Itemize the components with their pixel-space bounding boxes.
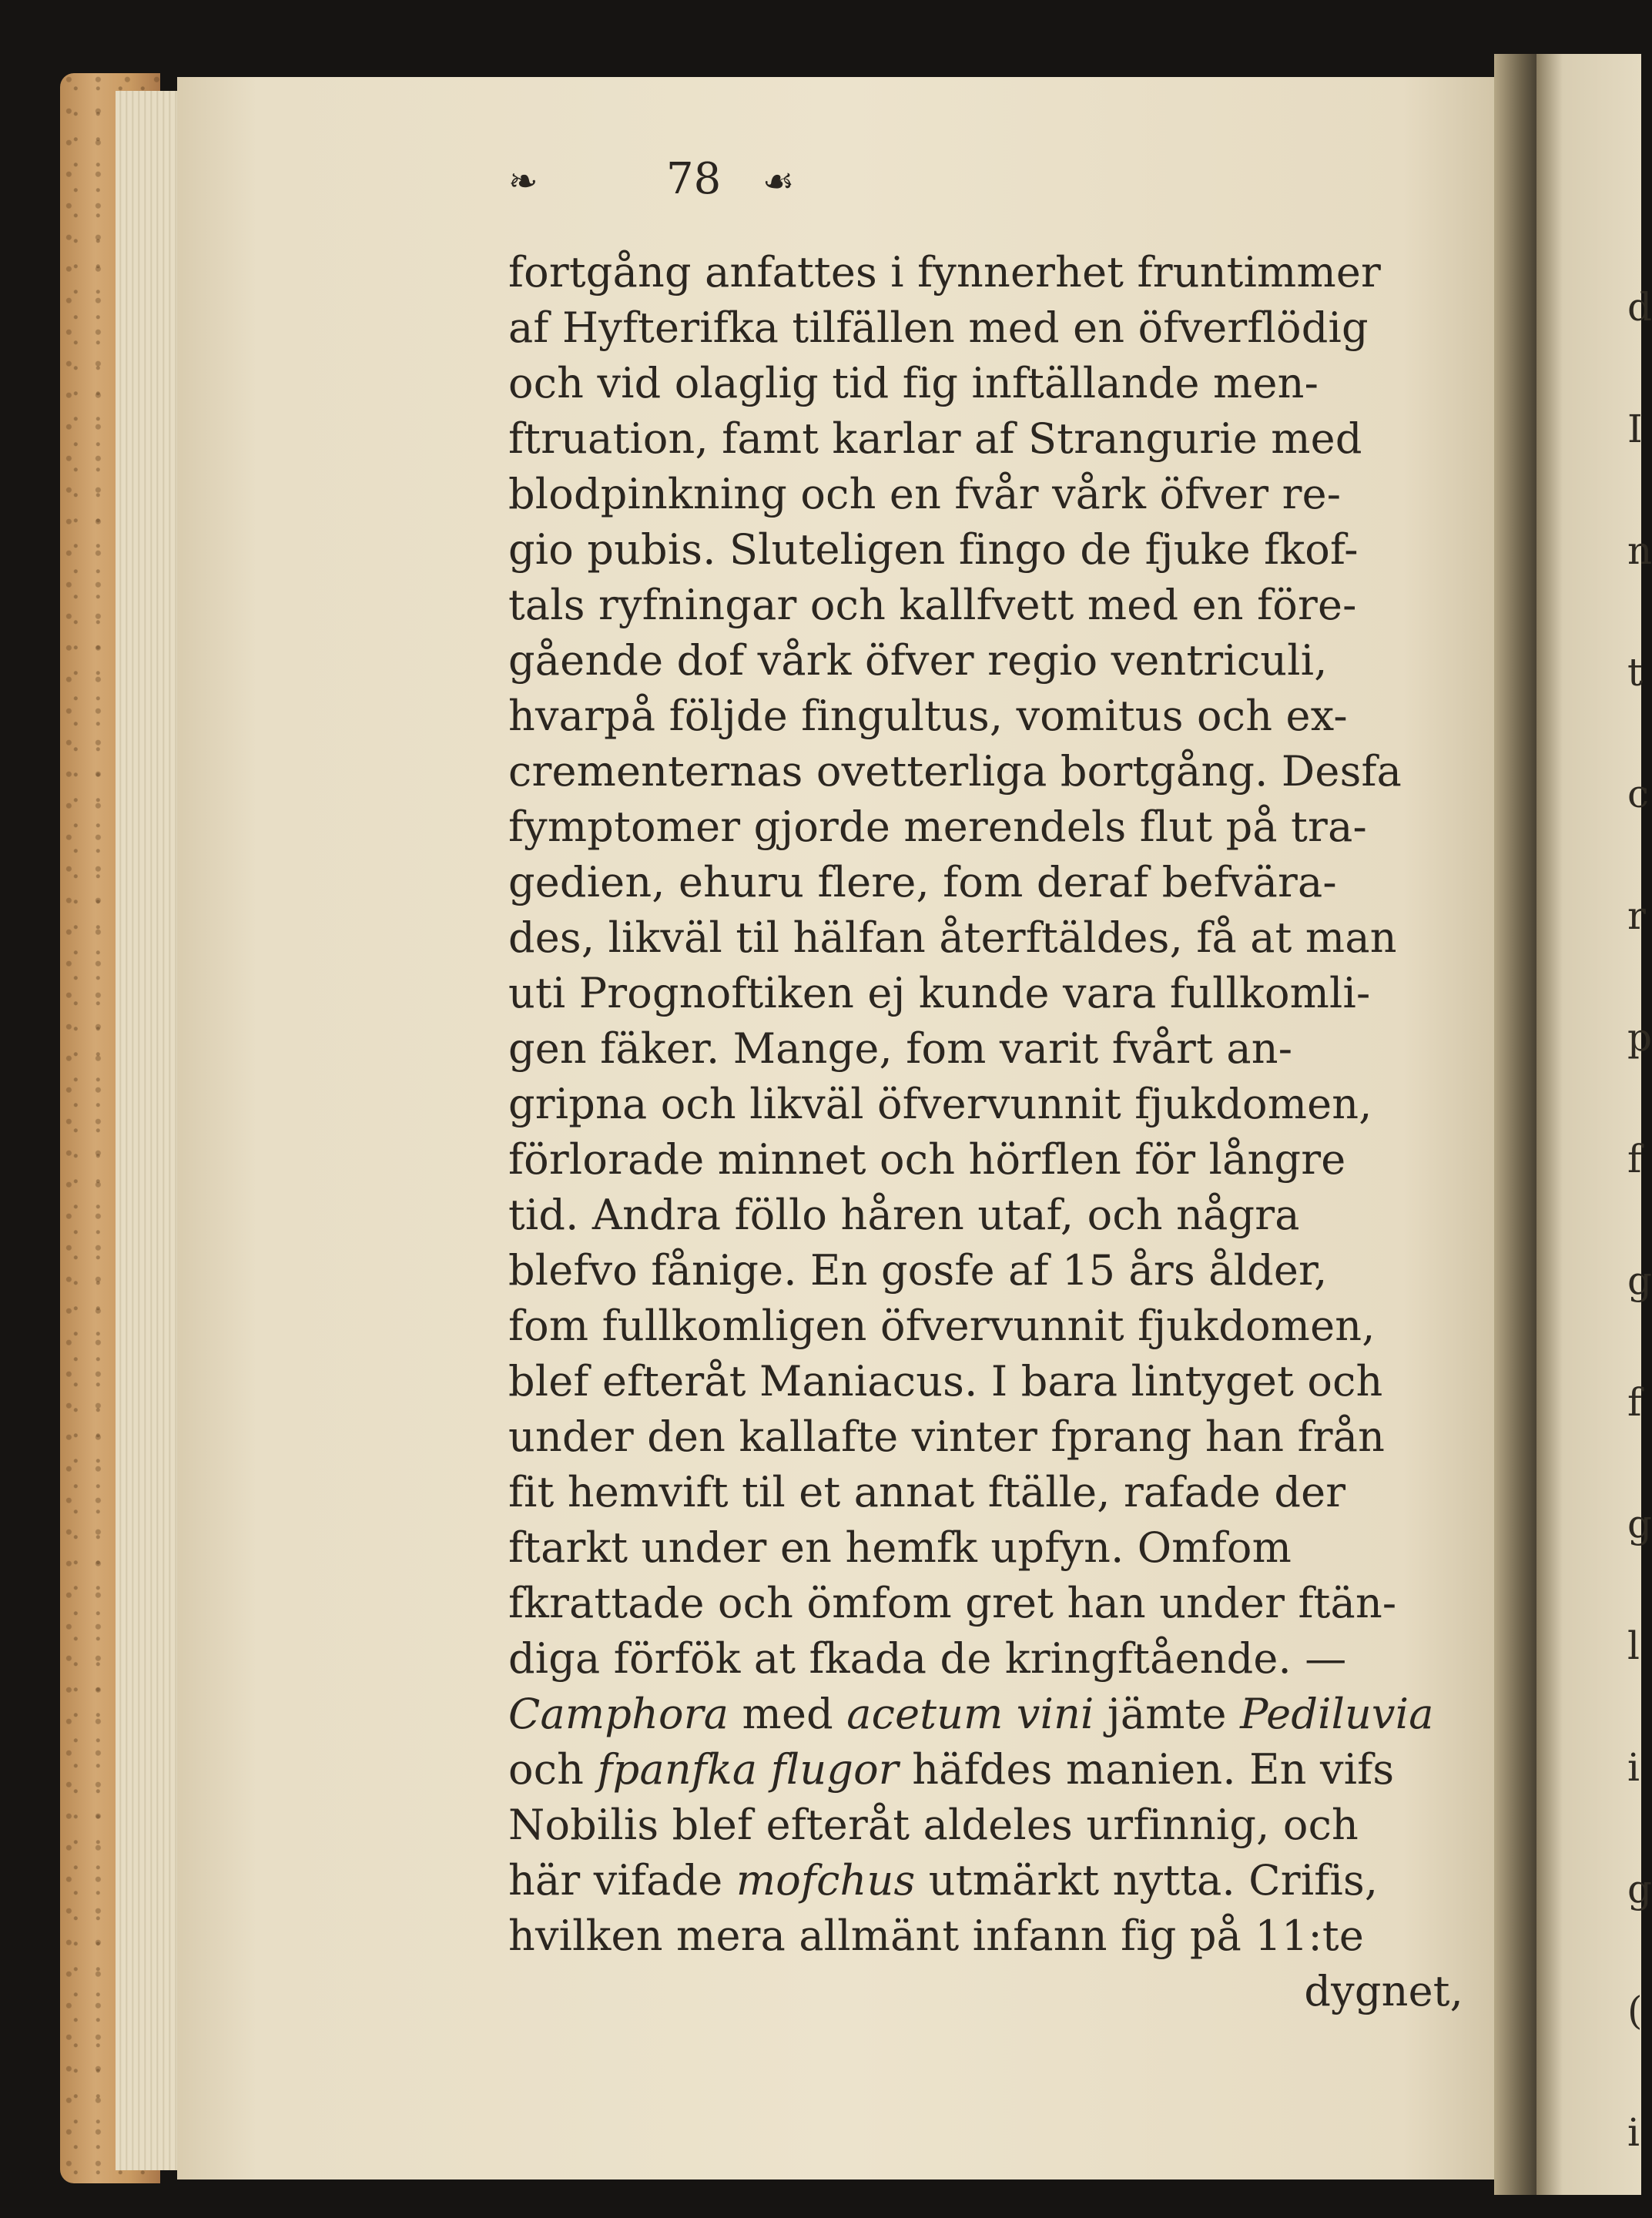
text-segment: med [729,1690,847,1738]
text-segment: fortgång anfattes i fynnerhet fruntimmer [508,248,1382,297]
text-segment: fymptomer gjorde merendels flut på tra- [508,802,1367,851]
text-line [508,411,1463,467]
text-line [508,1465,1463,1520]
text-line [508,1687,1463,1742]
facing-page-letter: p [1627,1015,1652,1060]
text-line [508,910,1463,966]
text-segment: tals ryfningar och kallfvett med en före- [508,581,1357,629]
facing-page-letter: t [1627,650,1644,695]
page-header [508,152,1201,206]
text-segment: diga förfök at fkada de kringftående. — [508,1634,1347,1683]
text-segment: crementernas ovetterliga bortgång. Desfa [508,747,1402,796]
text-line [508,1853,1463,1908]
text-line [508,1631,1463,1687]
facing-page-letter: I [1627,407,1643,451]
text-segment: här vifade [508,1856,736,1905]
text-line [508,1742,1463,1798]
text-line [508,744,1463,799]
facing-page-letter: g [1627,1867,1652,1911]
text-segment: dygnet, [1304,1967,1463,2015]
text-segment: förlorade minnet och hörflen för långre [508,1135,1346,1184]
text-line [508,300,1463,356]
text-segment: uti Prognoftiken ej kunde vara fullkomli- [508,969,1371,1017]
ornament-left-icon: ❧ [508,160,538,202]
text-segment: fom fullkomligen öfvervunnit fjukdomen, [508,1302,1376,1350]
text-segment: hvilken mera allmänt infann fig på 11:te [508,1911,1364,1960]
text-segment: jämte [1094,1690,1241,1738]
text-line [508,356,1463,411]
facing-page-letter: ( [1627,1988,1643,2033]
text-line [508,522,1463,578]
text-line [508,1298,1463,1354]
facing-page-letter: r [1627,893,1646,938]
facing-page-letter: i [1627,1745,1640,1790]
text-segment: hvarpå följde fingultus, vomitus och ex- [508,692,1348,740]
text-segment: gripna och likväl öfvervunnit fjukdomen, [508,1080,1372,1128]
text-segment: gående dof vårk öfver regio ventriculi, [508,636,1328,685]
facing-page-edge [1536,54,1652,2195]
text-line [508,855,1463,910]
text-segment: ftarkt under en hemfk upfyn. Omfom [508,1523,1292,1572]
text-segment: och [508,1745,598,1794]
text-line [508,1908,1463,1964]
text-line [508,689,1463,744]
text-segment: blodpinkning och en fvår vårk öfver re- [508,470,1342,518]
text-line [508,1132,1463,1188]
text-line [508,578,1463,633]
page-number: 78 [666,154,722,204]
text-segment: gen fäker. Mange, fom varit fvårt an- [508,1024,1293,1073]
text-segment: och vid olaglig tid fig inftällande men- [508,359,1319,407]
text-segment: utmärkt nytta. Crifis, [915,1856,1379,1905]
text-segment: Pediluvia [1240,1690,1434,1738]
text-segment: blef efteråt Maniacus. I bara lintyget och [508,1357,1383,1406]
text-line [508,467,1463,522]
text-segment: tid. Andra föllo håren utaf, och några [508,1191,1300,1239]
text-segment: des, likväl til hälfan återftäldes, få at man [508,913,1397,962]
facing-page-letter: n [1627,528,1652,573]
text-segment: Nobilis blef efteråt aldeles urfinnig, och [508,1801,1359,1849]
text-line [508,1520,1463,1576]
text-line [508,966,1463,1021]
facing-page-letter: f [1627,1380,1642,1425]
text-line [508,245,1463,300]
facing-page-letter: i [1627,2110,1640,2155]
text-line [508,1576,1463,1631]
text-segment: mofchus [736,1856,916,1905]
text-segment: fkrattade och ömfom gret han under ftän- [508,1579,1397,1627]
text-segment: blefvo fånige. En gosfe af 15 års ålder, [508,1246,1328,1295]
text-segment: af Hyfterifka tilfällen med en öfverflödig [508,303,1369,352]
text-segment: under den kallafte vinter fprang han från [508,1412,1386,1461]
text-line [508,1021,1463,1077]
text-line [508,633,1463,689]
ornament-right-icon: ☙ [762,160,795,202]
text-segment: fpanfka flugor [597,1745,899,1794]
text-segment: gedien, ehuru flere, fom deraf befvära- [508,858,1337,906]
facing-page-letter: g [1627,1258,1652,1303]
facing-page-letter: c [1627,772,1650,816]
facing-page-letter: g [1627,1502,1652,1546]
text-line [508,799,1463,855]
facing-page-letter: f [1627,1137,1642,1181]
text-segment: acetum vini [846,1690,1094,1738]
text-line [508,1964,1463,2019]
text-segment: ftruation, famt karlar af Strangurie med [508,414,1362,463]
text-line [508,1409,1463,1465]
text-segment: gio pubis. Sluteligen fingo de fjuke fkof- [508,525,1359,574]
text-line [508,1243,1463,1298]
text-segment: fit hemvift til et annat ftälle, rafade der [508,1468,1346,1516]
text-segment: häfdes manien. En vifs [898,1745,1395,1794]
text-line [508,1798,1463,1853]
facing-page-letter: l [1627,1623,1640,1668]
text-segment: Camphora [508,1690,729,1738]
text-line [508,1077,1463,1132]
text-line [508,1354,1463,1409]
facing-page-letter: d [1627,285,1652,330]
text-line [508,1188,1463,1243]
